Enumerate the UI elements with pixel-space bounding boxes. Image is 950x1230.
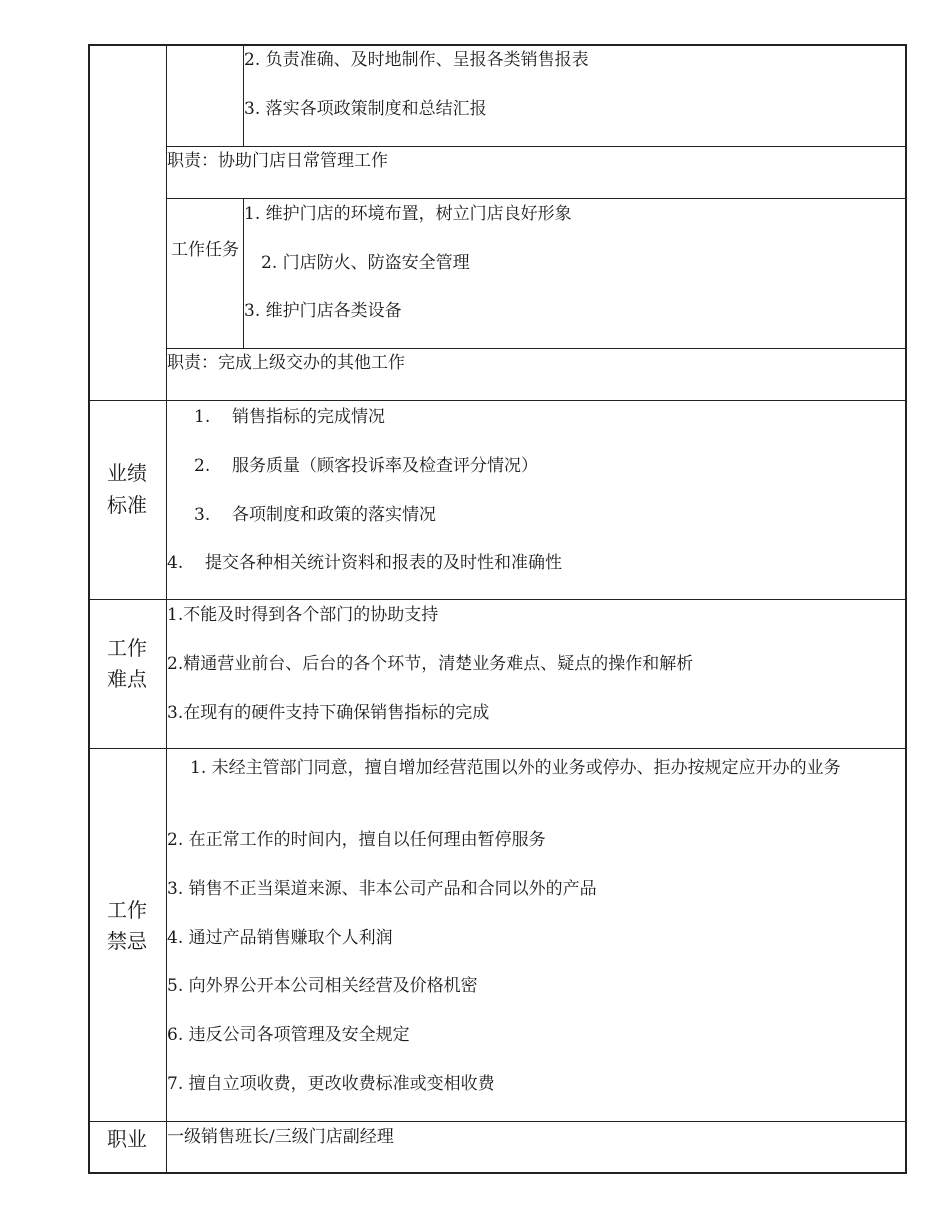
prohibition-item: 1. 未经主管部门同意，擅自增加经营范围以外的业务或停办、拒办按规定应开办的业务 <box>190 758 841 778</box>
performance-item-num: 3. <box>194 505 211 525</box>
row-divider-4 <box>88 400 907 401</box>
prohibition-item: 3. 销售不正当渠道来源、非本公司产品和合同以外的产品 <box>167 879 597 899</box>
task-item: 3. 落实各项政策制度和总结汇报 <box>244 99 487 119</box>
task-item: 2. 负责准确、及时地制作、呈报各类销售报表 <box>244 50 589 70</box>
prohibition-item: 5. 向外界公开本公司相关经营及价格机密 <box>167 976 478 996</box>
performance-item-num: 1. <box>194 407 211 427</box>
career-label: 职业 <box>107 1127 147 1151</box>
performance-item: 服务质量（顾客投诉率及检查评分情况） <box>232 456 538 476</box>
row-divider-3 <box>166 348 907 349</box>
prohibition-item: 7. 擅自立项收费，更改收费标准或变相收费 <box>167 1074 495 1094</box>
performance-item: 销售指标的完成情况 <box>232 407 385 427</box>
row-divider-5 <box>88 599 907 600</box>
task-label: 工作任务 <box>171 240 239 260</box>
difficulty-item: 3.在现有的硬件支持下确保销售指标的完成 <box>167 703 490 723</box>
duty-line: 职责：协助门店日常管理工作 <box>167 151 388 171</box>
performance-label-2: 标准 <box>107 493 147 517</box>
performance-item: 各项制度和政策的落实情况 <box>232 505 436 525</box>
duty-line: 职责：完成上级交办的其他工作 <box>167 353 405 373</box>
prohibitions-label-1: 工作 <box>107 898 147 922</box>
performance-item-num: 4. <box>167 553 184 573</box>
prohibition-item: 2. 在正常工作的时间内，擅自以任何理由暂停服务 <box>167 830 546 850</box>
row-divider-2 <box>166 198 907 199</box>
performance-label-1: 业绩 <box>107 461 147 485</box>
difficulties-label-1: 工作 <box>107 636 147 660</box>
task-item: 2. 门店防火、防盗安全管理 <box>261 253 470 273</box>
row-divider-1 <box>166 146 907 147</box>
difficulty-item: 2.精通营业前台、后台的各个环节，清楚业务难点、疑点的操作和解析 <box>167 654 694 674</box>
career-value: 一级销售班长/三级门店副经理 <box>167 1127 394 1147</box>
task-item: 3. 维护门店各类设备 <box>244 301 402 321</box>
prohibition-item: 4. 通过产品销售赚取个人利润 <box>167 928 393 948</box>
performance-item-num: 2. <box>194 456 211 476</box>
row-divider-7 <box>88 1121 907 1122</box>
prohibition-item: 6. 违反公司各项管理及安全规定 <box>167 1025 410 1045</box>
performance-item: 提交各种相关统计资料和报表的及时性和准确性 <box>205 553 562 573</box>
prohibitions-label-2: 禁忌 <box>107 929 147 953</box>
difficulty-item: 1.不能及时得到各个部门的协助支持 <box>167 605 439 625</box>
row-divider-6 <box>88 748 907 749</box>
task-item: 1. 维护门店的环境布置，树立门店良好形象 <box>244 204 572 224</box>
difficulties-label-2: 难点 <box>107 667 147 691</box>
